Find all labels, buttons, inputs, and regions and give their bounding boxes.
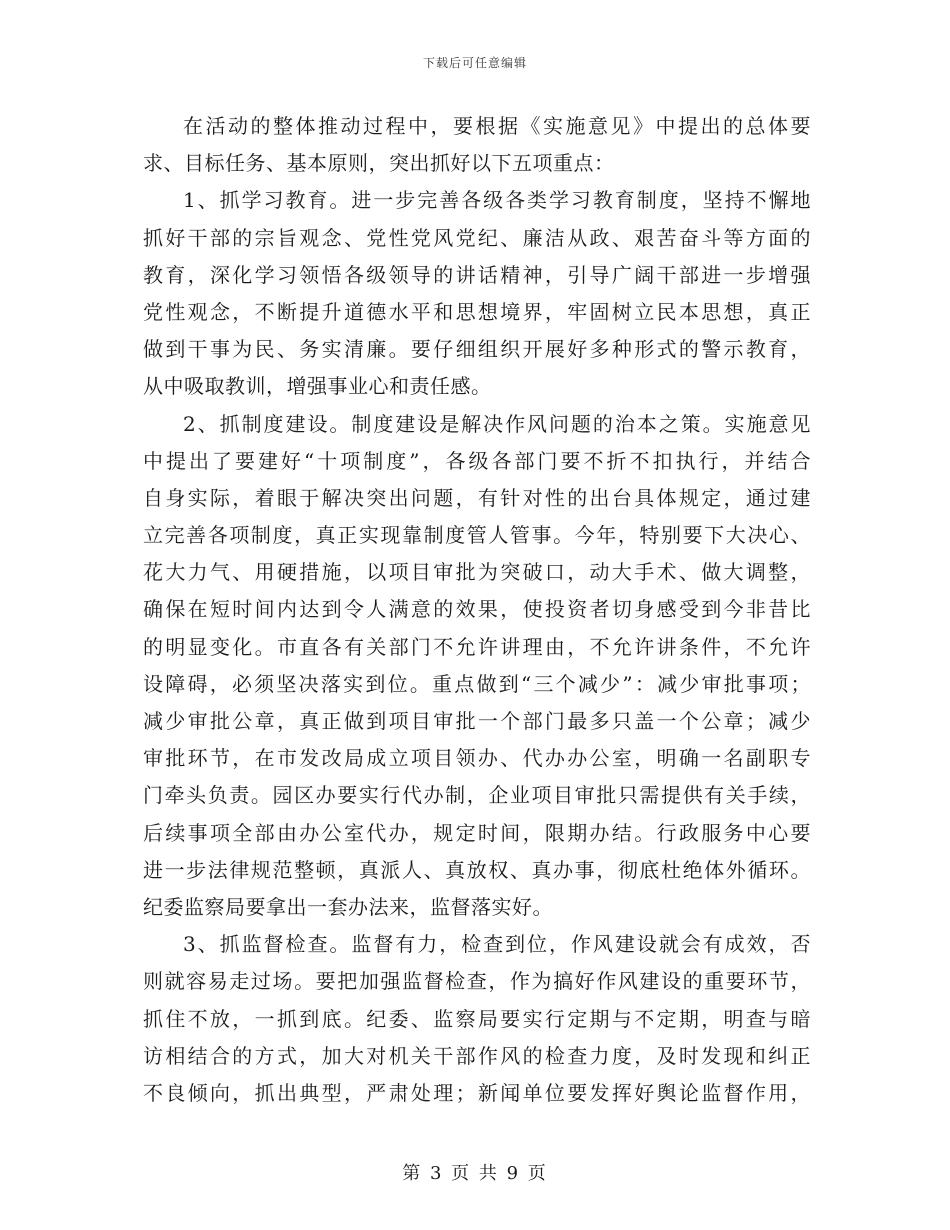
text-line: 设障碍，必须坚决落实到位。重点做到“三个减少”：减少审批事项； <box>143 671 811 696</box>
text-line: 进一步法律规范整顿，真派人、真放权、真办事，彻底杜绝体外循环。 <box>143 857 811 882</box>
text-line: 求、目标任务、基本原则，突出抓好以下五项重点： <box>143 151 615 176</box>
page-number-footer: 第 3 页 共 9 页 <box>402 1163 548 1184</box>
text-line: 抓好干部的宗旨观念、党性党风党纪、廉洁从政、艰苦奋斗等方面的 <box>143 225 811 250</box>
text-line: 确保在短时间内达到令人满意的效果，使投资者切身感受到今非昔比 <box>143 597 811 622</box>
text-line: 在活动的整体推动过程中，要根据《实施意见》中提出的总体要 <box>183 114 811 138</box>
text-line: 后续事项全部由办公室代办，规定时间，限期办结。行政服务中心要 <box>143 820 811 845</box>
text-line: 不良倾向，抓出典型，严肃处理；新闻单位要发挥好舆论监督作用， <box>143 1080 811 1105</box>
text-line: 党性观念，不断提升道德水平和思想境界，牢固树立民本思想，真正 <box>143 299 811 324</box>
text-line: 做到干事为民、务实清廉。要仔细组织开展好多种形式的警示教育， <box>143 337 811 362</box>
text-line: 减少审批公章，真正做到项目审批一个部门最多只盖一个公章；减少 <box>143 709 811 733</box>
text-line: 从中吸取教训，增强事业心和责任感。 <box>143 374 492 399</box>
text-line: 的明显变化。市直各有关部门不允许讲理由，不允许讲条件，不允许 <box>143 634 811 659</box>
page-header-note: 下载后可任意编辑 <box>422 56 527 70</box>
text-line: 立完善各项制度，真正实现靠制度管人管事。今年，特别要下大决心、 <box>143 523 811 548</box>
text-line: 3、抓监督检查。监督有力，检查到位，作风建设就会有成效，否 <box>183 932 811 957</box>
text-line: 访相结合的方式，加大对机关干部作风的检查力度，及时发现和纠正 <box>143 1043 811 1068</box>
text-line: 抓住不放，一抓到底。纪委、监察局要实行定期与不定期，明查与暗 <box>143 1006 811 1031</box>
text-line: 2、抓制度建设。制度建设是解决作风问题的治本之策。实施意见 <box>183 411 811 436</box>
text-line: 纪委监察局要拿出一套办法来，监督落实好。 <box>143 894 553 919</box>
text-line: 门牵头负责。园区办要实行代办制，企业项目审批只需提供有关手续， <box>143 783 811 808</box>
text-line: 1、抓学习教育。进一步完善各级各类学习教育制度，坚持不懈地 <box>183 188 811 213</box>
text-line: 审批环节，在市发改局成立项目领办、代办办公室，明确一名副职专 <box>143 746 811 771</box>
text-line: 中提出了要建好“十项制度”，各级各部门要不折不扣执行，并结合 <box>143 448 811 473</box>
text-line: 花大力气、用硬措施，以项目审批为突破口，动大手术、做大调整， <box>143 560 811 585</box>
text-line: 则就容易走过场。要把加强监督检查，作为搞好作风建设的重要环节， <box>143 969 811 994</box>
text-line: 自身实际，着眼于解决突出问题，有针对性的出台具体规定，通过建 <box>143 485 811 510</box>
text-line: 教育，深化学习领悟各级领导的讲话精神，引导广阔干部进一步增强 <box>143 262 811 287</box>
document-body <box>143 108 811 1112</box>
